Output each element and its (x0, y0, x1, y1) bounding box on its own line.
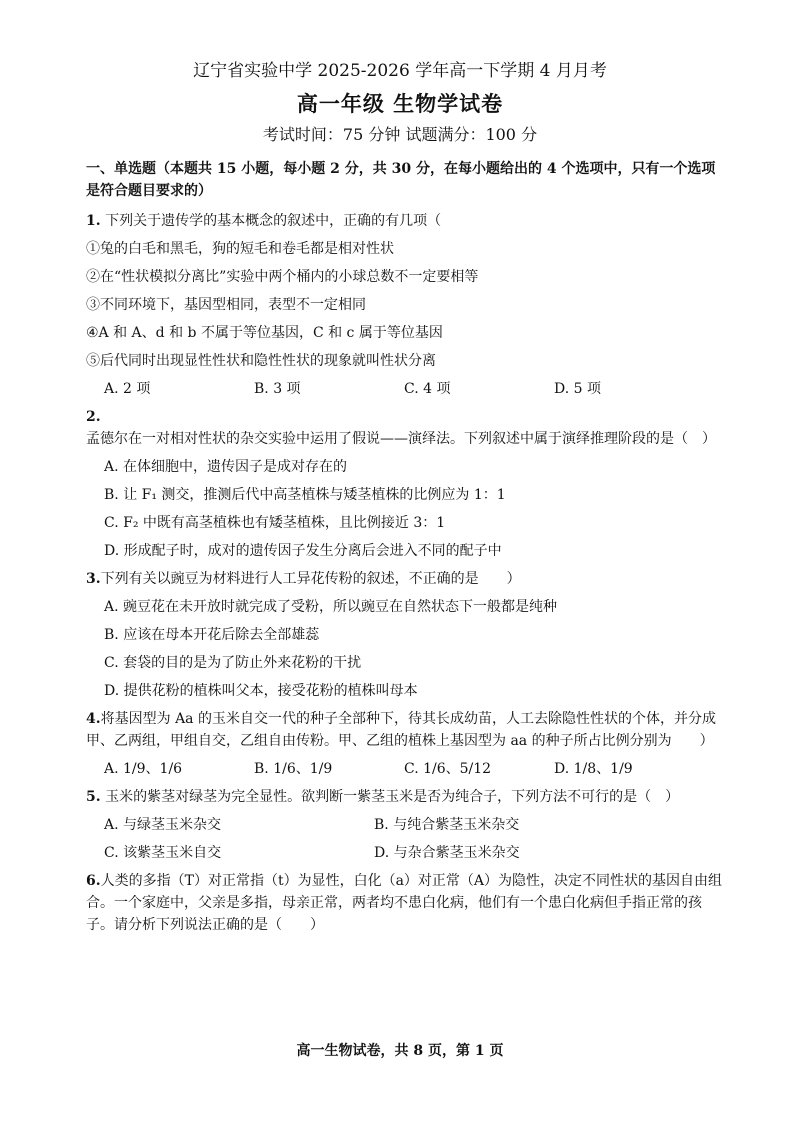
question-number: 4. (86, 711, 101, 727)
question-stem (86, 870, 726, 936)
option-b: B. 3 项 (254, 381, 301, 397)
option-c: C. F₂ 中既有高茎植株也有矮茎植株，且比例接近 3：1 (104, 515, 446, 531)
question-text: 下列有关以豌豆为材料进行人工异花传粉的叙述，不正确的是 ） (100, 571, 521, 587)
question-6 (86, 870, 726, 936)
page-footer: 高一生物试卷，共 8 页，第 1 页 (296, 1043, 504, 1059)
statement: ④A 和 A、d 和 b 不属于等位基因，C 和 c 属于等位基因 (86, 325, 443, 341)
option-c: C. 4 项 (404, 381, 451, 397)
question-number: 6. (86, 873, 101, 889)
options-row (86, 378, 726, 400)
question-stem (86, 786, 726, 808)
statement: ②在“性状模拟分离比”实验中两个桶内的小球总数不一定要相等 (86, 269, 479, 285)
question-text: 将基因型为 Aa 的玉米自交一代的种子全部种下，待其长成幼苗，人工去除隐性性状的个体，并分成甲、乙两组，甲组自交，乙组自由传粉。甲、乙组的植株上基因型为 aa 的种子所占比例分别为 ） (86, 711, 716, 749)
options-row (86, 814, 726, 836)
question-stem (86, 406, 726, 450)
exam-info: 考试时间：75 分钟 试题满分：100 分 (262, 125, 538, 144)
question-5 (86, 786, 726, 864)
statement: ①兔的白毛和黑毛，狗的短毛和卷毛都是相对性状 (86, 241, 394, 257)
option-a: A. 豌豆花在未开放时就完成了受粉，所以豌豆在自然状态下一般都是纯种 (104, 599, 558, 615)
question-stem (86, 568, 726, 590)
option-d: D. 5 项 (554, 381, 601, 397)
section-title: 一、单选题（本题共 15 小题，每小题 2 分，共 30 分，在每小题给出的 4 个选项中，只有一个选项是符合题目要求的） (86, 161, 716, 199)
option-c: C. 该紫茎玉米自交 (104, 845, 222, 861)
exam-title: 高一年级 生物学试卷 (296, 91, 504, 116)
option-b: B. 1/6、1/9 (254, 761, 333, 777)
question-text: 孟德尔在一对相对性状的杂交实验中运用了假说——演绎法。下列叙述中属于演绎推理阶段的是（ ） (86, 431, 716, 447)
question-4 (86, 708, 726, 780)
question-stem (86, 210, 726, 232)
option-c: C. 1/6、5/12 (404, 761, 492, 777)
question-text: 玉米的紫茎对绿茎为完全显性。欲判断一紫茎玉米是否为纯合子，下列方法不可行的是（ ） (105, 789, 680, 805)
question-1 (86, 210, 726, 400)
option-d: D. 形成配子时，成对的遗传因子发生分离后会进入不同的配子中 (104, 543, 502, 559)
option-b: B. 应该在母本开花后除去全部雄蕊 (104, 627, 320, 643)
exam-content (86, 158, 726, 940)
option-a: A. 2 项 (104, 381, 151, 397)
question-text: 下列关于遗传学的基本概念的叙述中，正确的有几项（ (105, 213, 442, 229)
question-number: 3. (86, 571, 101, 587)
option-d: D. 1/8、1/9 (554, 761, 633, 777)
option-a: A. 1/9、1/6 (104, 761, 183, 777)
question-number: 2. (86, 409, 101, 425)
option-d: D. 提供花粉的植株叫父本，接受花粉的植株叫母本 (104, 683, 418, 699)
question-3 (86, 568, 726, 702)
option-b: B. 与纯合紫茎玉米杂交 (374, 817, 520, 833)
option-c: C. 套袋的目的是为了防止外来花粉的干扰 (104, 655, 362, 671)
question-number: 1. (86, 213, 101, 229)
school-header: 辽宁省实验中学 2025-2026 学年高一下学期 4 月月考 (193, 61, 607, 81)
question-stem (86, 708, 726, 752)
question-text: 人类的多指（T）对正常指（t）为显性，白化（a）对正常（A）为隐性，决定不同性状的基因自由组合。一个家庭中，父亲是多指，母亲正常，两者均不患白化病，他们有一个患白化病但手指正常的孩子。请分析下列说法正确的是（ ） (86, 873, 723, 933)
option-d: D. 与杂合紫茎玉米杂交 (374, 845, 520, 861)
question-2 (86, 406, 726, 562)
statement: ③不同环境下，基因型相同，表型不一定相同 (86, 297, 366, 313)
option-a: A. 与绿茎玉米杂交 (104, 817, 222, 833)
options-row (86, 842, 726, 864)
statement: ⑤后代同时出现显性性状和隐性性状的现象就叫性状分离 (86, 353, 436, 369)
option-b: B. 让 F₁ 测交，推测后代中高茎植株与矮茎植株的比例应为 1：1 (104, 487, 506, 503)
option-a: A. 在体细胞中，遗传因子是成对存在的 (104, 459, 348, 475)
options-row (86, 758, 726, 780)
question-number: 5. (86, 789, 101, 805)
